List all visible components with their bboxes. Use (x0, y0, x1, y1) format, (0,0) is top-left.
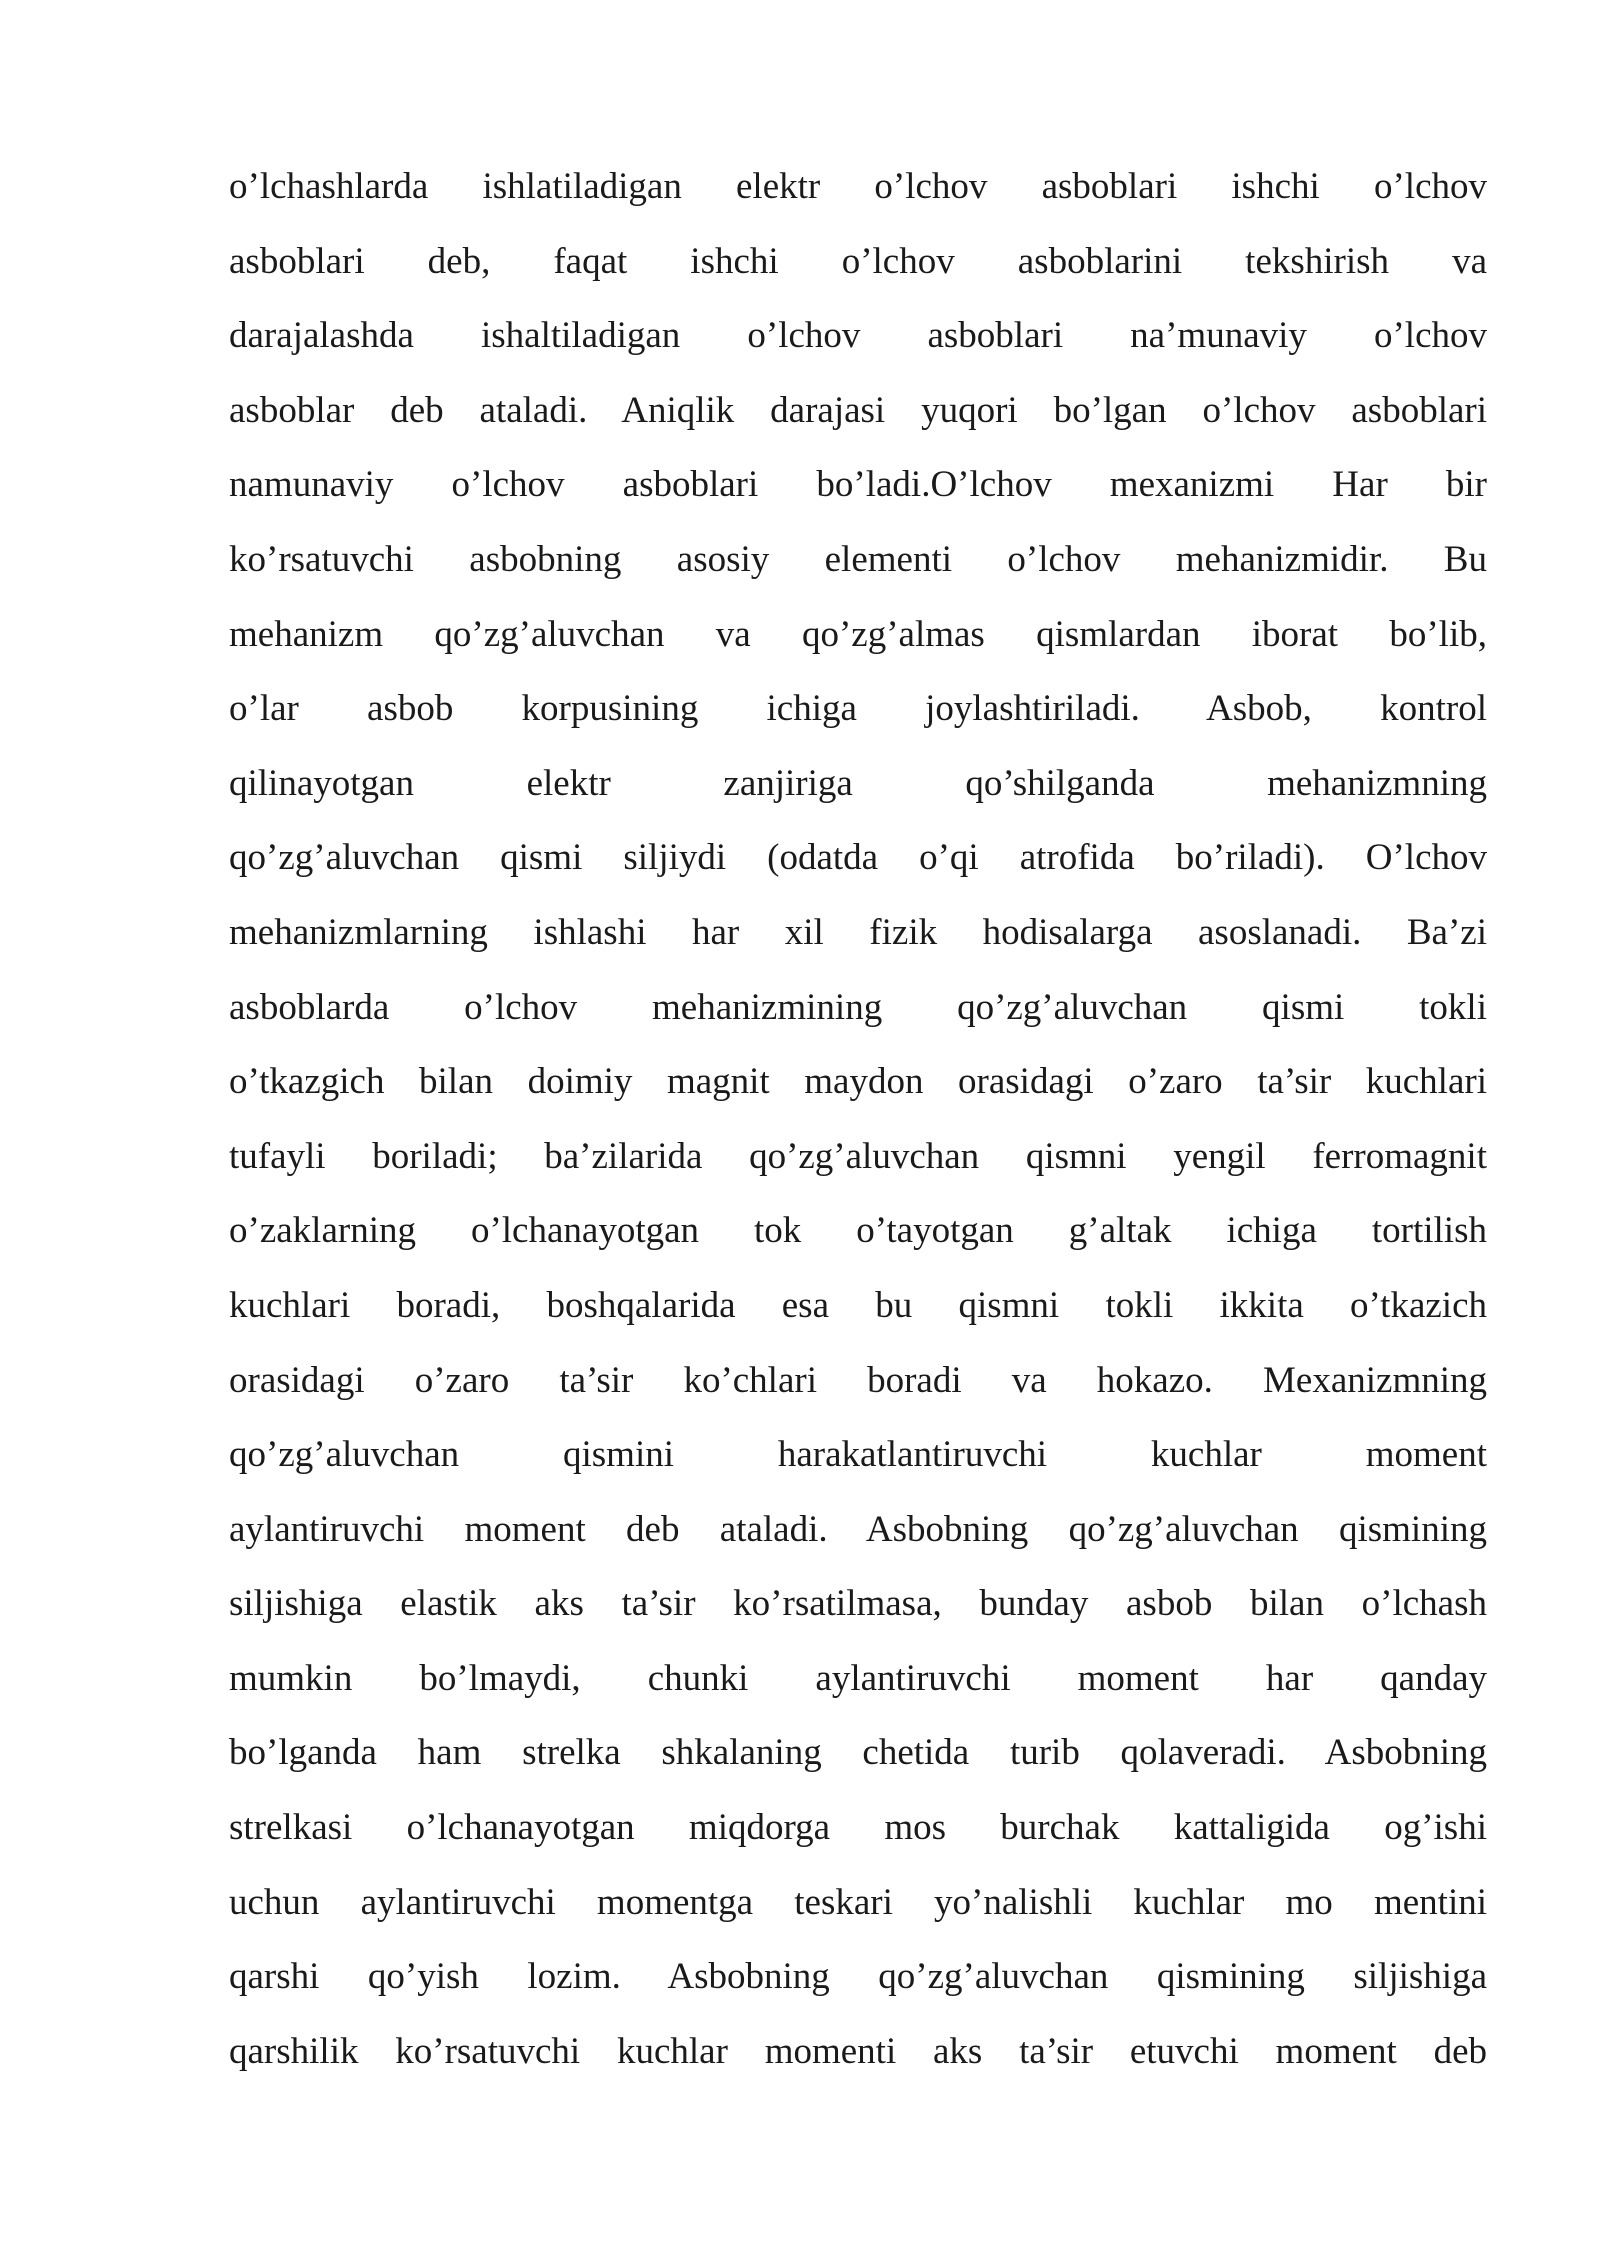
text-line: mehanizmlarning ishlashi har xil fizik hodisalarga asoslanadi. Ba’zi (229, 911, 1487, 953)
text-line: aylantiruvchi moment deb ataladi. Asbobning qo’zg’aluvchan qismining (229, 1508, 1487, 1550)
text-line: namunaviy o’lchov asboblari bo’ladi.O’lchov mexanizmi Har bir (229, 464, 1487, 506)
text-line: qilinayotgan elektr zanjiriga qo’shilganda mehanizmning (229, 762, 1487, 804)
text-line: strelkasi o’lchanayotgan miqdorga mos burchak kattaligida og’ishi (229, 1807, 1487, 1849)
text-line: bo’lganda ham strelka shkalaning chetida turib qolaveradi. Asbobning (229, 1732, 1487, 1774)
text-line: mumkin bo’lmaydi, chunki aylantiruvchi moment har qanday (229, 1657, 1487, 1699)
text-line: qarshilik ko’rsatuvchi kuchlar momenti aks ta’sir etuvchi moment deb (229, 2030, 1487, 2072)
text-line: o’zaklarning o’lchanayotgan tok o’tayotgan g’altak ichiga tortilish (229, 1210, 1487, 1252)
text-line: darajalashda ishaltiladigan o’lchov asboblari na’munaviy o’lchov (229, 315, 1487, 357)
text-line: o’tkazgich bilan doimiy magnit maydon orasidagi o’zaro ta’sir kuchlari (229, 1061, 1487, 1103)
text-line: o’lchashlarda ishlatiladigan elektr o’lchov asboblari ishchi o’lchov (229, 166, 1487, 207)
text-line: siljishiga elastik aks ta’sir ko’rsatilmasa, bunday asbob bilan o’lchash (229, 1583, 1487, 1625)
text-line: asboblari deb, faqat ishchi o’lchov asboblarini tekshirish va (229, 240, 1487, 282)
text-line: asboblarda o’lchov mehanizmining qo’zg’aluvchan qismi tokli (229, 986, 1487, 1028)
text-line: kuchlari boradi, boshqalarida esa bu qismni tokli ikkita o’tkazich (229, 1284, 1487, 1326)
text-line: qarshi qo’yish lozim. Asbobning qo’zg’aluvchan qismining siljishiga (229, 1956, 1487, 1998)
text-line: asboblar deb ataladi. Aniqlik darajasi yuqori bo’lgan o’lchov asboblari (229, 389, 1487, 431)
text-line: qo’zg’aluvchan qismi siljiydi (odatda o’qi atrofida bo’riladi). O’lchov (229, 837, 1487, 879)
text-line: orasidagi o’zaro ta’sir ko’chlari boradi va hokazo. Mexanizmning (229, 1359, 1487, 1401)
text-line: qo’zg’aluvchan qismini harakatlantiruvchi kuchlar moment (229, 1434, 1487, 1476)
text-line: ko’rsatuvchi asbobning asosiy elementi o’lchov mehanizmidir. Bu (229, 538, 1487, 580)
text-line: mehanizm qo’zg’aluvchan va qo’zg’almas qismlardan iborat bo’lib, (229, 613, 1487, 655)
text-line: tufayli boriladi; ba’zilarida qo’zg’aluvchan qismni yengil ferromagnit (229, 1135, 1487, 1177)
body-text (229, 150, 1487, 2089)
text-line: uchun aylantiruvchi momentga teskari yo’nalishli kuchlar mo mentini (229, 1881, 1487, 1923)
text-line: o’lar asbob korpusining ichiga joylashtiriladi. Asbob, kontrol (229, 688, 1487, 730)
